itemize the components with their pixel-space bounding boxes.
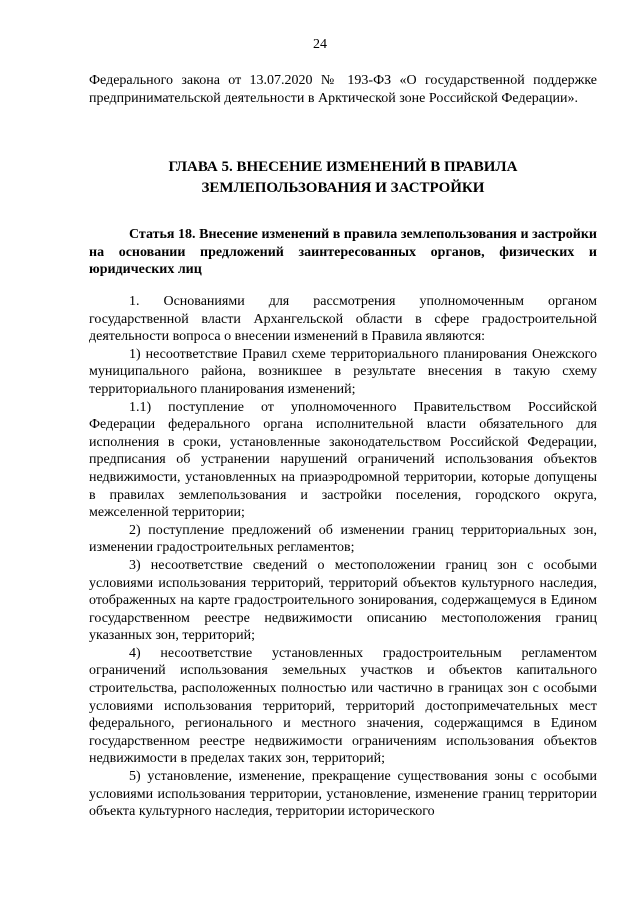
paragraph: 3) несоответствие сведений о местоположении границ зон с особыми условиями использования территорий, территорий объектов культурного наследия, отображенных на карте градостроительного зонирования, содержащемуся в Едином государственном реестре недвижимости описанию местоположения границ указанных зон, территорий; — [89, 557, 597, 644]
paragraph: 1.1) поступление от уполномоченного Правительством Российской Федерации федерального органа исполнительной власти обязательного для исполнения в сроки, установленные законодательством Российской Федерации, предписания об устранении нарушений ограничений использования объектов недвижимости, установленных на приаэродромной территории, которые допущены в правилах землепользования и застройки поселения, городского округа, межселенной территории; — [89, 399, 597, 521]
intro-paragraph — [89, 72, 597, 107]
article-title-text: Статья 18. Внесение изменений в правила землепользования и застройки на основании предложений заинтересованных органов, физических и юридических лиц — [89, 227, 597, 278]
intro-text: Федерального закона от 13.07.2020 № 193-ФЗ «О государственной поддержке предпринимательской деятельности в Арктической зоне Российской Федерации». — [89, 73, 597, 106]
chapter-title-line-1: ГЛАВА 5. ВНЕСЕНИЕ ИЗМЕНЕНИЙ В ПРАВИЛА — [168, 159, 518, 175]
article-title — [89, 226, 597, 279]
chapter-title-line-2: ЗЕМЛЕПОЛЬЗОВАНИЯ И ЗАСТРОЙКИ — [201, 180, 485, 196]
paragraph: 1) несоответствие Правил схеме территориального планирования Онежского муниципального района, возникшее в результате внесения в такую схему территориального планирования изменений; — [89, 346, 597, 397]
paragraph: 4) несоответствие установленных градостроительным регламентом ограничений использования земельных участков и объектов капитального строительства, расположенных полностью или частично в границах зон с особыми условиями использования территорий, территорий достопримечательных мест федерального, регионального и местного значения, содержащимся в Едином государственном реестре недвижимости ограничениям использования объектов недвижимости в пределах таких зон, территорий; — [89, 645, 597, 767]
paragraph: 2) поступление предложений об изменении границ территориальных зон, изменении градостроительных регламентов; — [89, 522, 597, 556]
paragraph: 1. Основаниями для рассмотрения уполномоченным органом государственной власти Архангельской области в сфере градостроительной деятельности вопроса о внесении изменений в Правила являются: — [89, 294, 597, 345]
page-number: 24 — [313, 37, 327, 52]
chapter-title — [89, 157, 597, 199]
paragraph: 5) установление, изменение, прекращение существования зоны с особыми условиями использования территории, установление, изменение границ территории объекта культурного наследия, территории исторического — [89, 769, 597, 820]
article-content — [89, 293, 597, 821]
